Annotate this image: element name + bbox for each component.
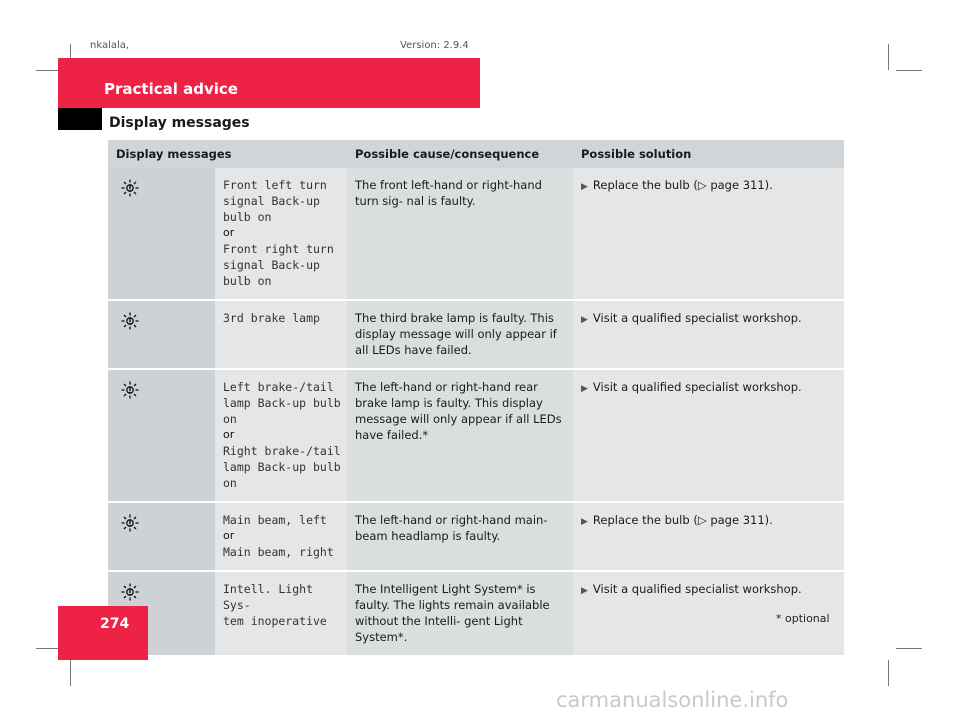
or-separator: or: [223, 529, 235, 542]
display-message-line: Intell. Light Sys-: [223, 582, 314, 612]
step-arrow-icon: ▶: [581, 315, 588, 325]
display-messages-table: [108, 140, 844, 657]
display-message-line: signal Back-up: [223, 194, 320, 208]
step-arrow-icon: ▶: [581, 586, 588, 596]
header-cause: Possible cause/consequence: [347, 140, 573, 168]
display-message-cell: [215, 369, 347, 502]
display-message-line: Main beam, left: [223, 513, 327, 527]
display-message-cell: [215, 168, 347, 300]
crop-mark: [888, 660, 889, 686]
step-arrow-icon: ▶: [581, 517, 588, 527]
solution-text: Visit a qualified specialist workshop.: [592, 380, 802, 394]
table-row: [108, 502, 844, 571]
cause-cell: The left-hand or right-hand rear brake lamp is faulty. This display message will only appear if all LEDs have failed.*: [347, 369, 573, 502]
crop-mark: [70, 660, 71, 686]
display-message-line: lamp Back-up bulb: [223, 460, 341, 474]
solution-cell: [573, 300, 844, 369]
display-message-line: on: [223, 412, 237, 426]
display-message-line: tem inoperative: [223, 614, 327, 628]
bulb-fault-icon: [120, 380, 140, 400]
icon-cell: [108, 502, 215, 571]
table-row: [108, 168, 844, 300]
bulb-fault-icon: [120, 311, 140, 331]
page-number-box: [58, 606, 148, 660]
display-message-line: Right brake-/tail: [223, 444, 341, 458]
cause-cell: The third brake lamp is faulty. This display message will only appear if all LEDs have failed.: [347, 300, 573, 369]
display-message-cell: [215, 571, 347, 656]
footnote: * optional: [776, 612, 830, 625]
crop-mark: [888, 44, 889, 70]
icon-cell: [108, 369, 215, 502]
table-row: [108, 300, 844, 369]
solution-text: Replace the bulb (▷ page 311).: [592, 178, 773, 192]
step-arrow-icon: ▶: [581, 182, 588, 192]
section-title: Practical advice: [104, 80, 238, 98]
table-row: [108, 571, 844, 656]
table-row: [108, 369, 844, 502]
display-message-line: on: [223, 476, 237, 490]
bulb-fault-icon: [120, 178, 140, 198]
solution-text: Replace the bulb (▷ page 311).: [592, 513, 773, 527]
crop-mark: [896, 648, 922, 649]
solution-cell: [573, 369, 844, 502]
page-number: 274: [100, 616, 130, 632]
cause-cell: The left-hand or right-hand main-beam headlamp is faulty.: [347, 502, 573, 571]
meta-version: Version: 2.9.4: [400, 40, 469, 51]
step-arrow-icon: ▶: [581, 384, 588, 394]
display-message-line: lamp Back-up bulb: [223, 396, 341, 410]
table-header-row: [108, 140, 844, 168]
display-message-line: 3rd brake lamp: [223, 311, 320, 325]
display-message-cell: [215, 300, 347, 369]
meta-author: nkalala,: [90, 40, 130, 51]
or-separator: or: [223, 226, 235, 239]
header-solution: Possible solution: [573, 140, 844, 168]
solution-text: Visit a qualified specialist workshop.: [592, 311, 802, 325]
display-message-cell: [215, 502, 347, 571]
subsection-title: Display messages: [109, 115, 250, 131]
header-tab: [58, 108, 102, 130]
display-message-line: Left brake-/tail: [223, 380, 334, 394]
cause-cell: The Intelligent Light System* is faulty. The lights remain available without the Intelli- gent Light System*.: [347, 571, 573, 656]
display-message-line: bulb on: [223, 274, 272, 288]
crop-mark: [896, 70, 922, 71]
header-display-messages: Display messages: [108, 140, 347, 168]
watermark: carmanualsonline.info: [556, 688, 789, 712]
cause-cell: The front left-hand or right-hand turn sig- nal is faulty.: [347, 168, 573, 300]
icon-cell: [108, 300, 215, 369]
icon-cell: [108, 168, 215, 300]
display-message-line: bulb on: [223, 210, 272, 224]
display-message-line: Main beam, right: [223, 545, 334, 559]
bulb-fault-icon: [120, 513, 140, 533]
display-message-line: Front left turn: [223, 178, 327, 192]
bulb-fault-icon: [120, 582, 140, 602]
display-message-line: signal Back-up: [223, 258, 320, 272]
solution-cell: [573, 502, 844, 571]
display-message-line: Front right turn: [223, 242, 334, 256]
solution-text: Visit a qualified specialist workshop.: [592, 582, 802, 596]
solution-cell: [573, 168, 844, 300]
or-separator: or: [223, 428, 235, 441]
